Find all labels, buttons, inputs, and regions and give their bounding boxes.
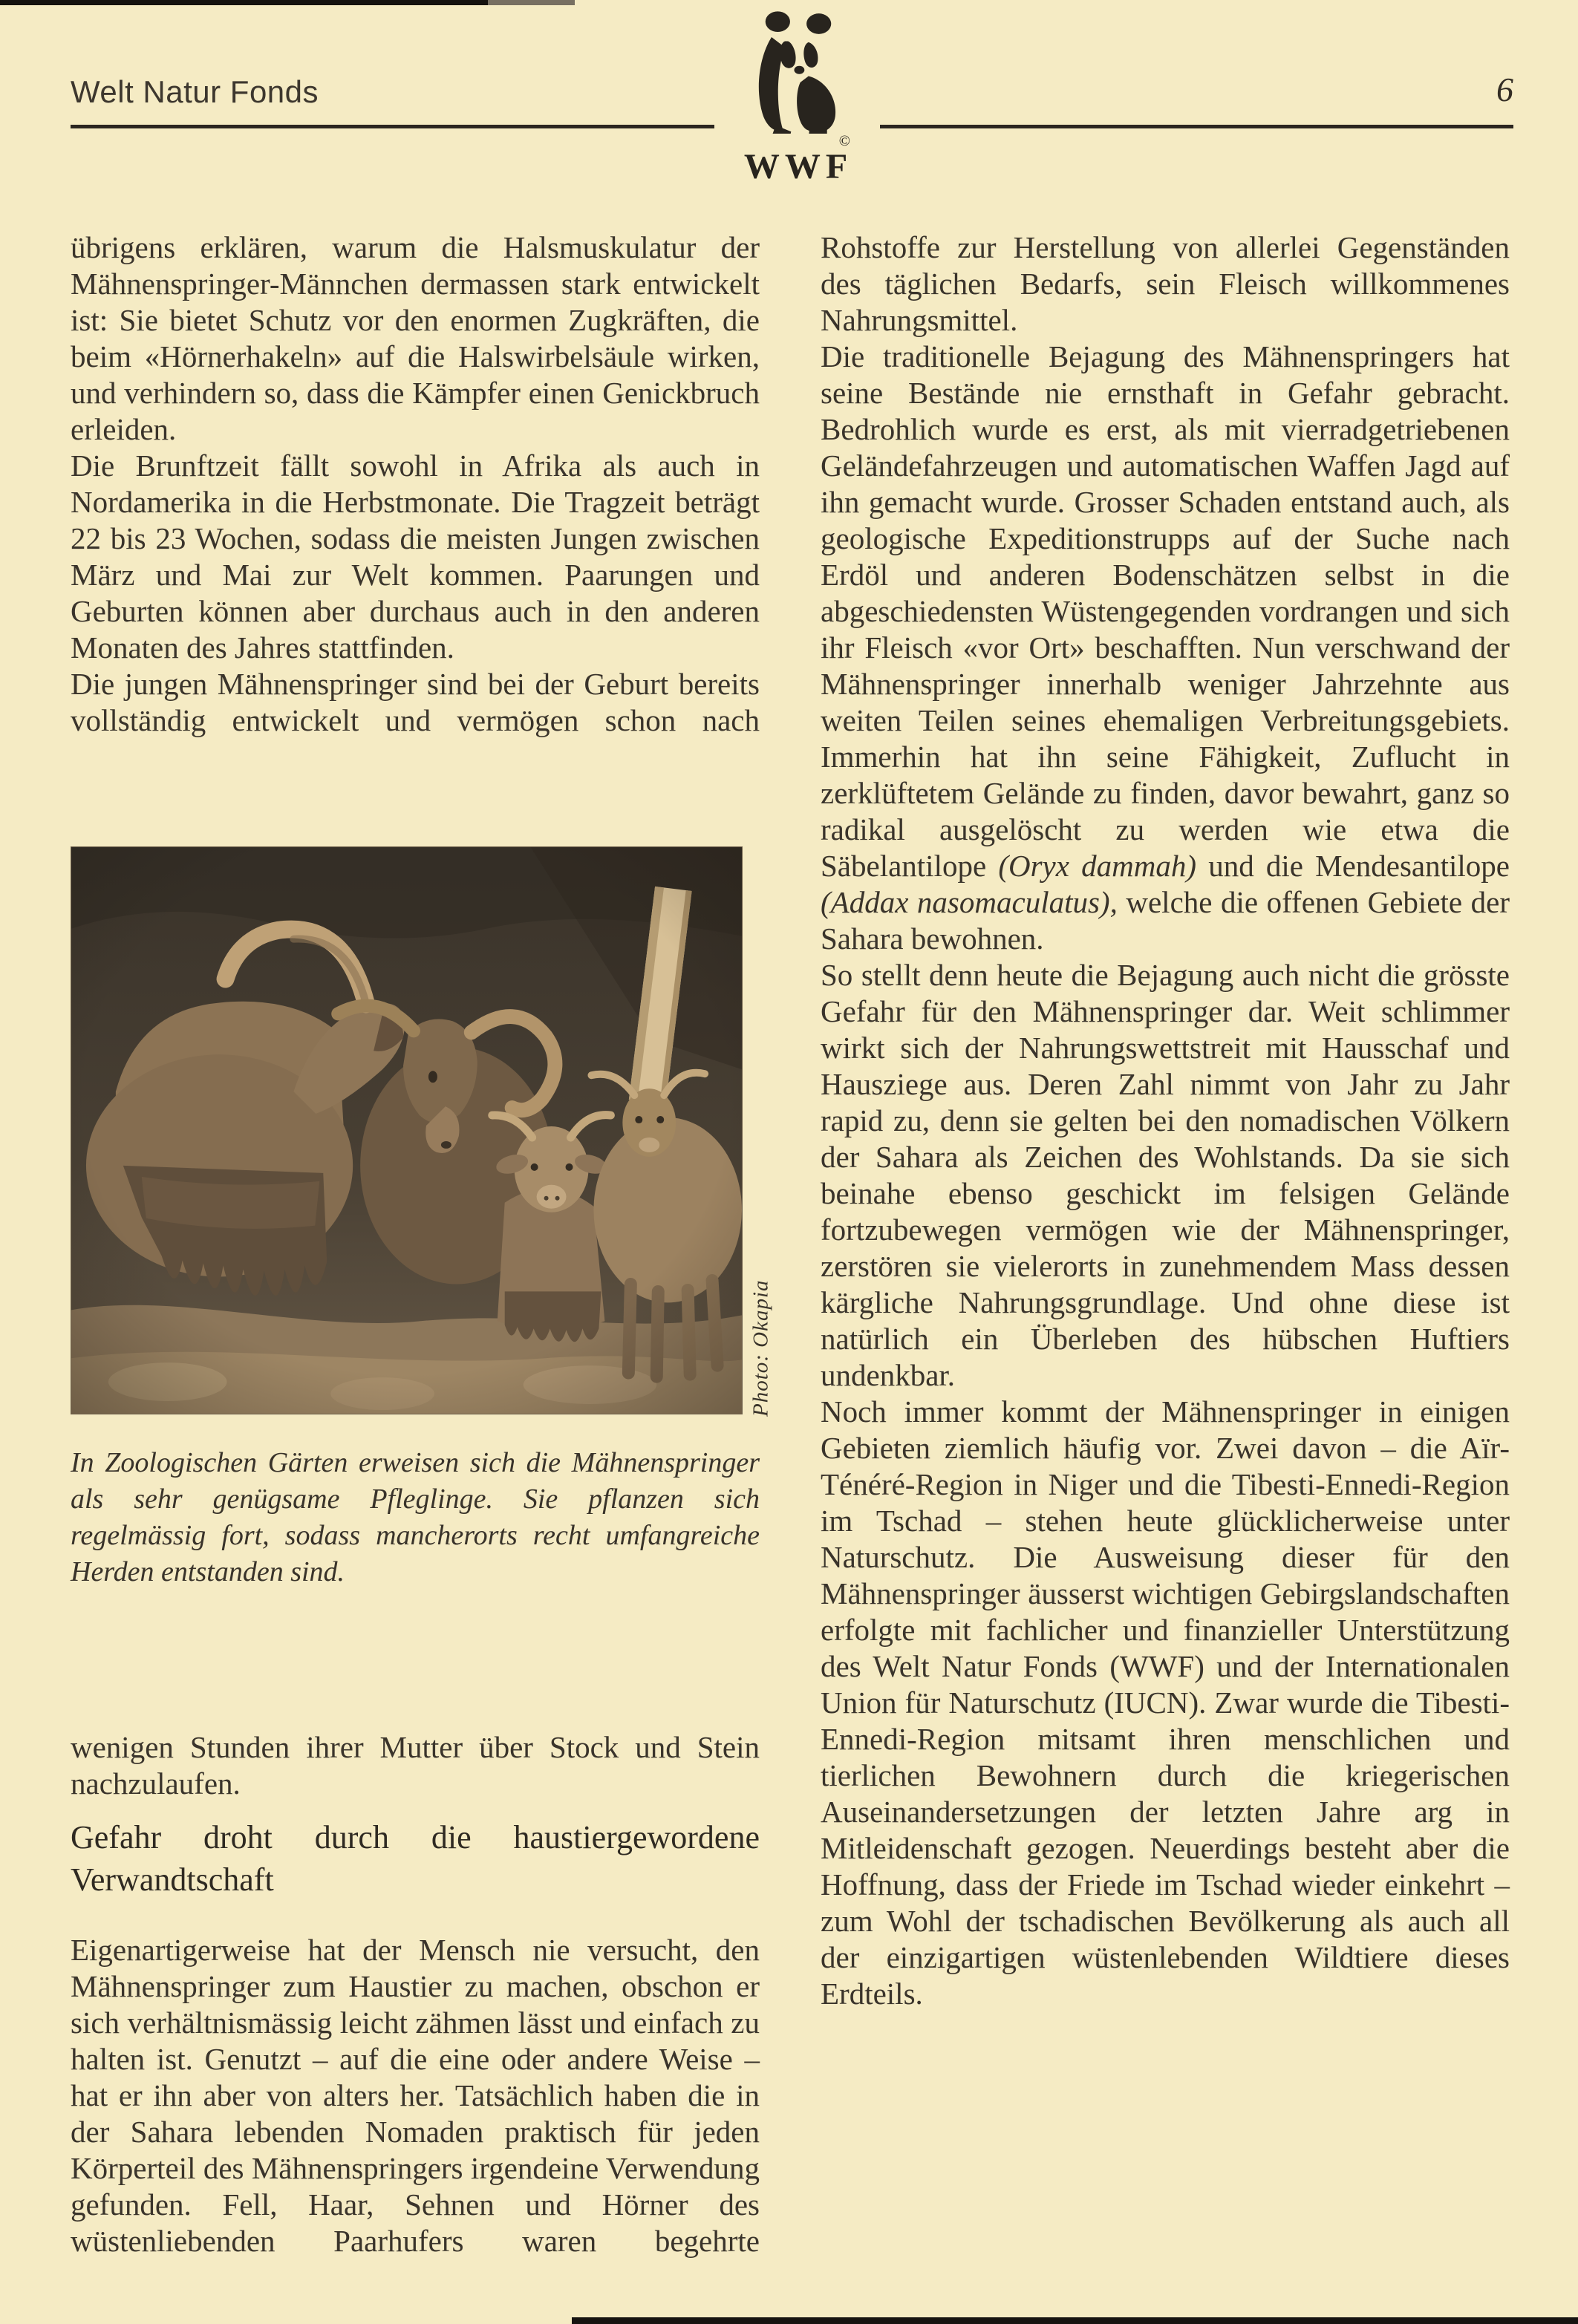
body-paragraph: Rohstoffe zur Herstellung von allerlei Gegenständen des täglichen Bedarfs, sein Fleisch willkommenes Nahrungsmittel. bbox=[821, 230, 1510, 337]
left-column-bottom bbox=[71, 1932, 760, 2259]
body-paragraph: wenigen Stunden ihrer Mutter über Stock und Stein nachzulaufen. bbox=[71, 1730, 760, 1801]
paragraph-segment: Die traditionelle Bejagung des Mähnenspringers hat seine Bestände nie ernsthaft in Gefahr gebracht. Bedrohlich wurde es erst, als mit vierradgetriebenen Geländefahrzeugen und automatischen Waffen Jagd auf ihn gemacht wurde. Grosser Schaden entstand auch, als geologische Expeditionstrupps auf der Suche nach Erdöl und anderen Bodenschätzen selbst in die abgeschiedensten Wüstengegenden vordrangen und sich ihr Fleisch «vor Ort» beschafften. Nun verschwand der Mähnenspringer innerhalb weniger Jahrzehnte aus weiten Teilen seines ehemaligen Verbreitungsgebiets. Immerhin hat ihn seine Fähigkeit, Zuflucht in zerklüftetem Gelände zu finden, davor bewahrt, ganz so radikal ausgelöscht zu werden wie etwa die Säbelantilope bbox=[821, 339, 1510, 883]
scan-artifact-top bbox=[0, 0, 668, 5]
section-heading: Gefahr droht durch die haustiergewordene Verwandtschaft bbox=[71, 1819, 760, 1898]
paragraph-segment: und die Mendesantilope bbox=[1196, 849, 1510, 883]
photo-credit: Photo: Okapia bbox=[749, 1279, 773, 1417]
herd-photo-illustration bbox=[71, 847, 742, 1414]
page-number: 6 bbox=[1496, 71, 1513, 108]
left-column-continuation bbox=[71, 1729, 760, 1802]
herd-photo bbox=[71, 846, 743, 1414]
body-paragraph: Eigenartigerweise hat der Mensch nie versucht, den Mähnenspringer zum Haustier zu machen, obschon er sich verhältnismässig leicht zähmen lässt und einfach zu halten ist. Genutzt – auf die eine oder andere Weise – hat er ihn aber von alters her. Tatsächlich haben die in der Sahara lebenden Nomaden praktisch für jeden Körperteil des Mähnenspringers irgendeine Verwendung gefunden. Fell, Haar, Sehnen und Hörner des wüstenliebenden Paarhufers waren begehrte bbox=[71, 1933, 760, 2258]
body-paragraph: Noch immer kommt der Mähnenspringer in einigen Gebieten ziemlich häufig vor. Zwei davon – die Aïr-Ténéré-Region in Niger und die Tibesti-Ennedi-Region im Tschad – stehen heute glücklicherweise unter Naturschutz. Die Ausweisung dieser für den Mähnenspringer äusserst wichtigen Gebirgslandschaften erfolgte mit fachlicher und finanzieller Unterstützung des Welt Natur Fonds (WWF) und der Internationalen Union für Naturschutz (IUCN). Zwar wurde die Tibesti-Ennedi-Region mitsamt ihren menschlichen und tierlichen Bewohnern durch die kriegerischen Auseinandersetzungen der letzten Jahre arg in Mitleidenschaft gezogen. Neuerdings besteht aber die Hoffnung, dass der Friede im Tschad wieder einkehrt – zum Wohl der tschadischen Bevölkerung als auch all der einzigartigen wüstenlebenden Wildtiere dieses Erdteils. bbox=[821, 1394, 1510, 2011]
body-paragraph: Die jungen Mähnenspringer sind bei der Geburt bereits vollständig entwickelt und vermögen schon nach bbox=[71, 667, 760, 737]
brand-label: Welt Natur Fonds bbox=[71, 74, 319, 109]
logo-copyright: © bbox=[838, 133, 850, 149]
photo-caption: In Zoologischen Gärten erweisen sich die Mähnenspringer als sehr genügsame Pfleglinge. Sie pflanzen sich regelmässig fort, sodass mancherorts recht umfangreiche Herden entstanden sind. bbox=[71, 1447, 760, 1587]
wwf-wordmark: WWF bbox=[743, 147, 853, 186]
wwf-logo bbox=[724, 10, 873, 184]
body-paragraph bbox=[821, 339, 1510, 957]
header-rule-left bbox=[71, 125, 714, 128]
species-name-oryx: (Oryx dammah) bbox=[998, 849, 1197, 883]
body-paragraph: übrigens erklären, warum die Halsmuskulatur der Mähnenspringer-Männchen dermassen stark entwickelt ist: Sie bietet Schutz vor den enormen Zugkräften, die beim «Hörnerhakeln» auf die Halswirbelsäule wirken, und verhindern so, dass die Kämpfer einen Genickbruch erleiden. bbox=[71, 230, 760, 446]
species-name-addax: (Addax nasomaculatus), bbox=[821, 885, 1118, 919]
paragraph-segment: welche die offenen Gebiete der Sahara bewohnen. bbox=[821, 885, 1510, 956]
body-paragraph: So stellt denn heute die Bejagung auch nicht die grösste Gefahr für den Mähnenspringer dar. Weit schlimmer wirkt sich der Nahrungswettstreit mit Hausschaf und Hausziege aus. Deren Zahl nimmt von Jahr zu Jahr rapid zu, denn sie gelten bei den nomadischen Völkern der Sahara als Zeichen des Wohlstands. Da sie sich beinahe ebenso geschickt im felsigen Gelände fortzubewegen vermögen wie der Mähnenspringer, zerstören sie vielerorts in zunehmendem Mass dessen kärgliche Nahrungsgrundlage. Und ohne diese ist natürlich ein Überleben des hübschen Huftiers undenkbar. bbox=[821, 958, 1510, 1392]
header-rule-right bbox=[880, 125, 1513, 128]
wwf-panda-icon bbox=[737, 10, 859, 134]
right-column bbox=[821, 229, 1510, 2012]
scan-artifact-bottom bbox=[572, 2317, 1578, 2324]
left-column-top bbox=[71, 229, 760, 739]
body-paragraph: Die Brunftzeit fällt sowohl in Afrika als auch in Nordamerika in die Herbstmonate. Die Tragzeit beträgt 22 bis 23 Wochen, sodass die meisten Jungen zwischen März und Mai zur Welt kommen. Paarungen und Geburten können aber durchaus auch in den anderen Monaten des Jahres stattfinden. bbox=[71, 448, 760, 665]
